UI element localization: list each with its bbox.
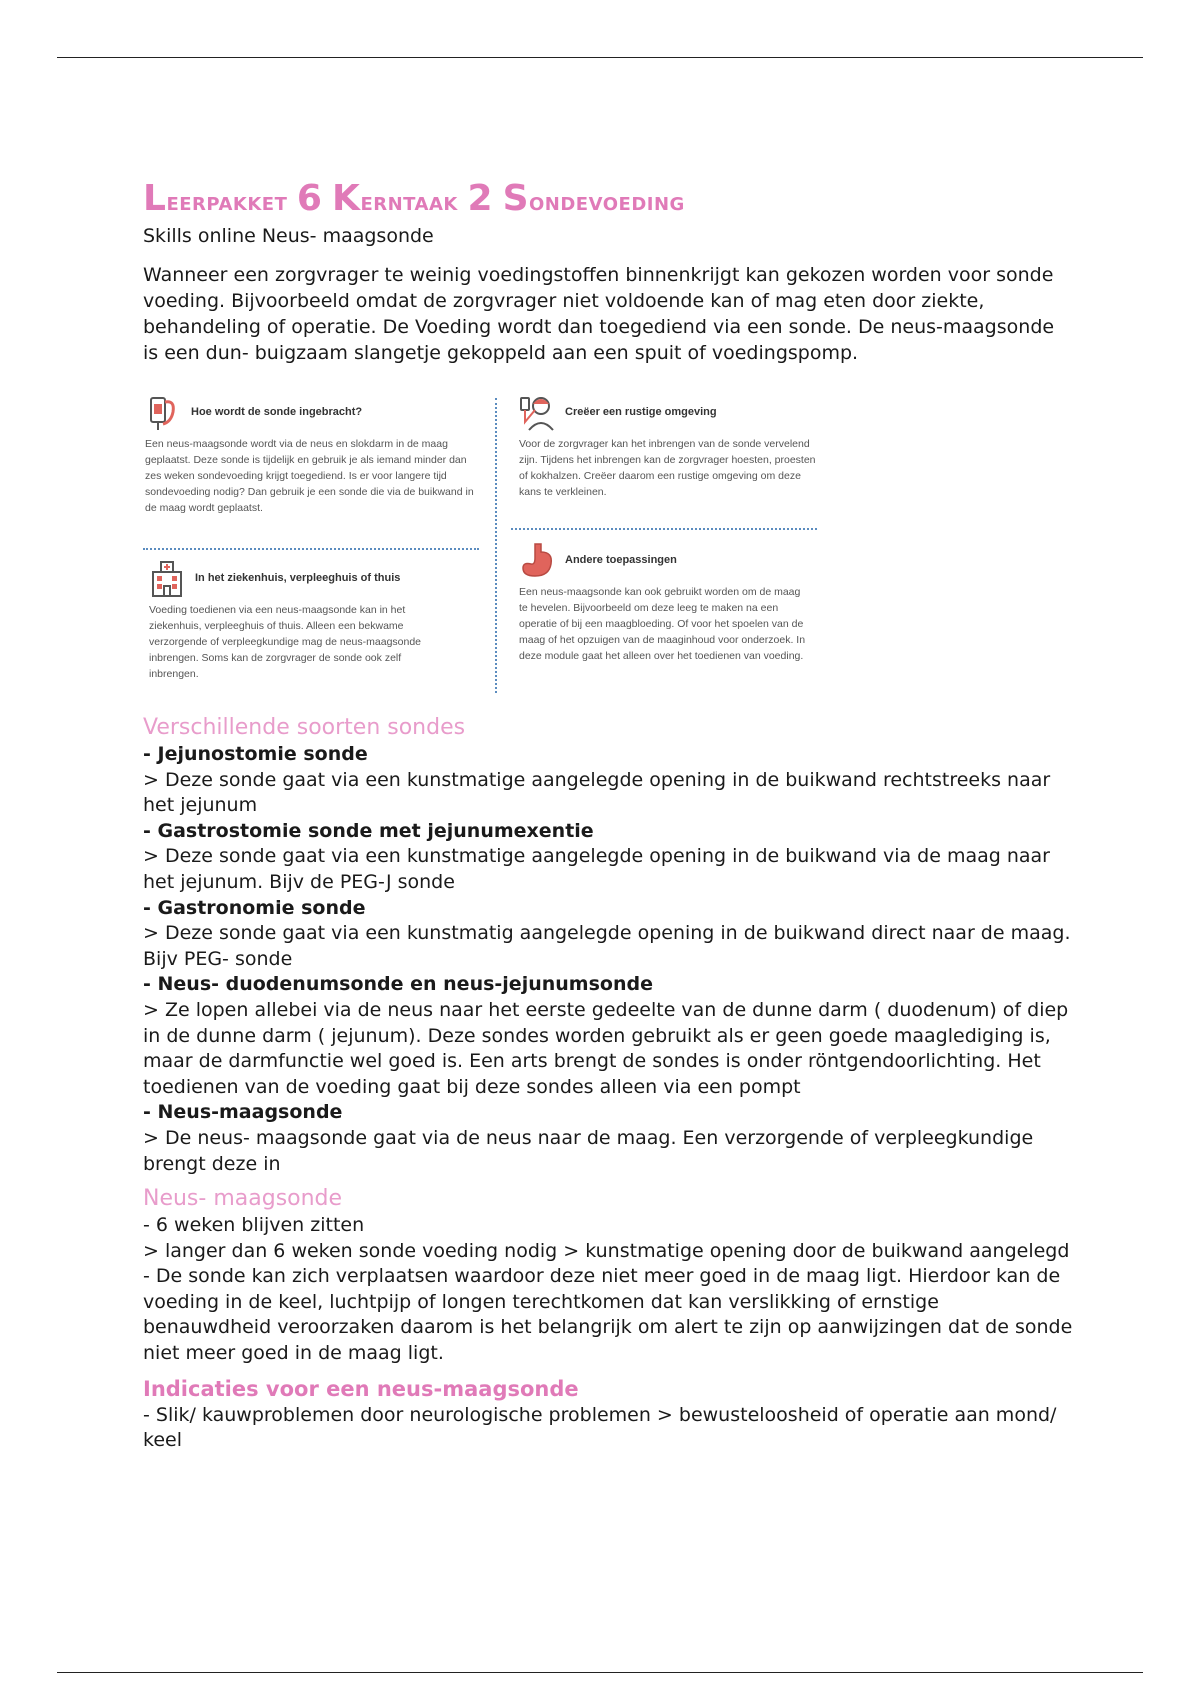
list-item: - Neus- duodenumsonde en neus-jejunumsonde xyxy=(143,973,653,996)
bottom-rule xyxy=(57,1672,1143,1673)
section-heading-soorten: Verschillende soorten sondes xyxy=(143,715,466,740)
list-item: > Ze lopen allebei via de neus naar het eerste gedeelte van de dunne darm ( duodenum) of diep in de dunne darm ( jejunum). Deze sondes worden gebruikt als er geen goede maaglediging is, maar de darmfunctie wel goed is. Een arts brengt de sondes is onder röntgendoorlichting. Het toedienen van de voeding gaat bij deze sondes alleen via een pompt xyxy=(143,998,1069,1098)
list-item: > Deze sonde gaat via een kunstmatige aangelegde opening in de buikwand rechtstreeks naar het jejunum xyxy=(143,768,1051,817)
info-panel-text: Voor de zorgvrager kan het inbrengen van de sonde vervelend zijn. Tijdens het inbrengen kan de zorgvrager hoesten, proesten of kokhalzen. Creëer daarom een rustige omgeving om deze kans te verkleinen. xyxy=(519,438,816,498)
info-panel-title: Andere toepassingen xyxy=(565,554,677,566)
content xyxy=(143,714,1073,1454)
stomach-icon xyxy=(519,540,555,580)
list-item: - 6 weken blijven zitten xyxy=(143,1214,365,1237)
info-panel-insertion xyxy=(145,392,475,516)
info-panel-applications xyxy=(519,540,809,664)
info-panel-text: Voeding toedienen via een neus-maagsonde kan in het ziekenhuis, verpleeghuis of thuis. Alleen een bekwame verzorgende of verpleegkundige mag de neus-maagsonde inbrengen. Soms kan de zorgvrager de sonde ook zelf inbrengen. xyxy=(149,604,422,680)
section-heading-neusmaag: Neus- maagsonde xyxy=(143,1186,343,1212)
info-panel-text: Een neus-maagsonde wordt via de neus en slokdarm in de maag geplaatst. Deze sonde is tijdelijk en gebruik je als iemand minder dan zes weken sondevoeding krijgt toegediend. Is er voor langere tijd sondevoeding nodig? Dan gebruik je een sonde die via de buikwand in de maag wordt geplaatst. xyxy=(145,438,474,514)
divider-left xyxy=(143,548,479,550)
page-subtitle: Skills online Neus- maagsonde xyxy=(143,225,434,247)
section-heading-indicaties: Indicaties voor een neus-maagsonde xyxy=(143,1376,579,1401)
hospital-icon xyxy=(149,558,185,598)
list-item: - Gastrostomie sonde met jejunumexentie xyxy=(143,819,594,842)
list-item: - Neus-maagsonde xyxy=(143,1101,343,1124)
page-title: Leerpakket 6 Kerntaak 2 Sondevoeding xyxy=(143,178,685,219)
intro-paragraph xyxy=(143,262,1073,366)
list-item: > Deze sonde gaat via een kunstmatig aangelegde opening in de buikwand direct naar de maag. Bijv PEG- sonde xyxy=(143,922,1071,970)
patient-icon xyxy=(519,392,555,432)
list-item: - Slik/ kauwproblemen door neurologische problemen > bewusteloosheid of operatie aan mond/ keel xyxy=(143,1403,1057,1452)
list-item: > langer dan 6 weken sonde voeding nodig > kunstmatige opening door de buikwand aangelegd xyxy=(143,1239,1070,1262)
infographic xyxy=(143,390,823,700)
list-item: > Deze sonde gaat via een kunstmatige aangelegde opening in de buikwand via de maag naar het jejunum. Bijv de PEG-J sonde xyxy=(143,845,1050,893)
tube-icon xyxy=(145,392,181,432)
list-item: - Jejunostomie sonde xyxy=(143,743,368,765)
info-panel-title: Creëer een rustige omgeving xyxy=(565,406,717,418)
divider-right xyxy=(511,528,817,530)
top-rule xyxy=(57,57,1143,58)
intro-text: Wanneer een zorgvrager te weinig voedingstoffen binnenkrijgt kan gekozen worden voor sonde voeding. Bijvoorbeeld omdat de zorgvrager niet voldoende kan of mag eten door ziekte, behandeling of operatie. De Voeding wordt dan toegediend via een sonde. De neus-maagsonde is een dun- buigzaam slangetje gekoppeld aan een spuit of voedingspomp. xyxy=(143,264,1055,364)
info-panel-title: In het ziekenhuis, verpleeghuis of thuis xyxy=(195,572,401,584)
list-item: > De neus- maagsonde gaat via de neus naar de maag. Een verzorgende of verpleegkundige brengt deze in xyxy=(143,1126,1034,1175)
list-item: - De sonde kan zich verplaatsen waardoor deze niet meer goed in de maag ligt. Hierdoor kan de voeding in de keel, luchtpijp of longen terechtkomen dat kan verslikking of ernstige benauwdheid veroorzaken daarom is het belangrijk om alert te zijn op aanwijzingen dat de sonde niet meer goed in de maag ligt. xyxy=(143,1265,1073,1365)
info-panel-text: Een neus-maagsonde kan ook gebruikt worden om de maag te hevelen. Bijvoorbeeld om deze leeg te maken na een operatie of bij een maagbloeding. Of voor het spoelen van de maag of het opzuigen van de maaginhoud voor onderzoek. In deze module gaat het alleen over het toedienen van voeding. xyxy=(519,586,806,662)
divider-vertical xyxy=(495,398,497,693)
document-page xyxy=(143,178,1073,1454)
list-item: - Gastronomie sonde xyxy=(143,896,366,919)
info-panel-title: Hoe wordt de sonde ingebracht? xyxy=(191,406,363,418)
info-panel-environment xyxy=(519,392,819,500)
info-panel-location xyxy=(149,558,449,682)
